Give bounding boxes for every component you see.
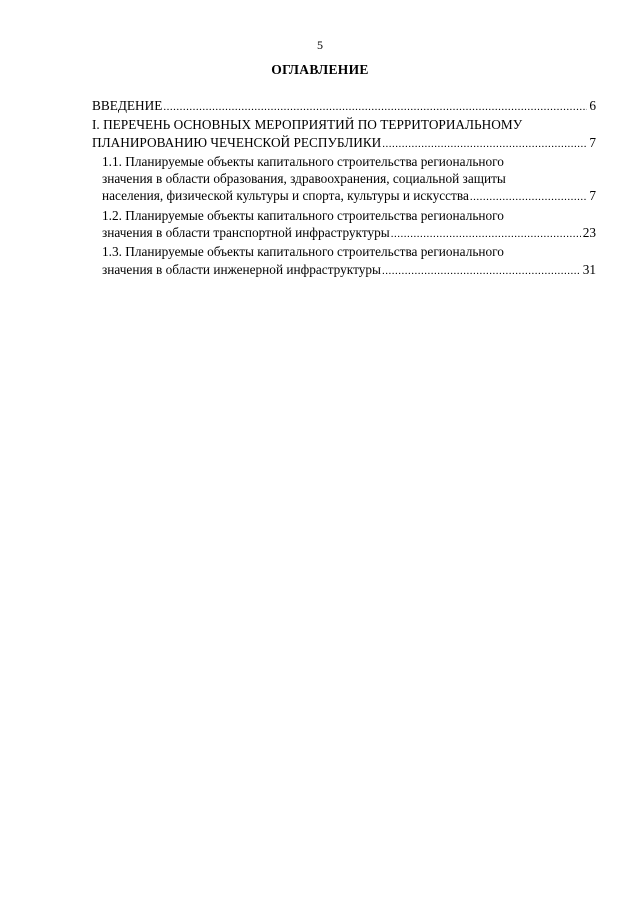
toc-entry-line bbox=[102, 187, 596, 206]
toc-entry-line: 1.3. Планируемые объекты капитального строительства регионального bbox=[102, 244, 504, 260]
toc-entry-subsection-1-1[interactable] bbox=[92, 153, 596, 207]
toc-page-number: 23 bbox=[582, 225, 596, 241]
toc-entry-line: 1.1. Планируемые объекты капитального строительства регионального bbox=[102, 153, 504, 169]
toc-entry-introduction[interactable] bbox=[92, 97, 596, 116]
toc-leader-dots bbox=[163, 99, 587, 116]
toc-entry-title: ВВЕДЕНИЕ bbox=[92, 98, 163, 113]
toc-entry-title: значения в области инженерной инфраструктуры bbox=[102, 261, 381, 277]
toc-page-number: 7 bbox=[589, 188, 596, 204]
toc-entry-line bbox=[102, 224, 596, 243]
toc-entry-title: ПЛАНИРОВАНИЮ ЧЕЧЕНСКОЙ РЕСПУБЛИКИ bbox=[92, 134, 382, 150]
toc-page-number: 7 bbox=[589, 134, 596, 150]
toc-entry-title: значения в области транспортной инфраструктуры bbox=[102, 225, 390, 241]
table-of-contents bbox=[92, 97, 596, 280]
toc-entry-line bbox=[92, 97, 596, 116]
toc-page-number: 31 bbox=[582, 261, 596, 277]
toc-leader-dots bbox=[470, 189, 587, 206]
toc-entry-section-1[interactable] bbox=[92, 116, 596, 153]
toc-entry-line bbox=[102, 261, 596, 280]
toc-leader-dots bbox=[391, 226, 581, 243]
toc-heading: ОГЛАВЛЕНИЕ bbox=[271, 62, 369, 77]
toc-entry-line: 1.2. Планируемые объекты капитального строительства регионального bbox=[102, 207, 504, 223]
toc-entry-subsection-1-2[interactable] bbox=[92, 207, 596, 244]
toc-entry-line: I. ПЕРЕЧЕНЬ ОСНОВНЫХ МЕРОПРИЯТИЙ ПО ТЕРРИТОРИАЛЬНОМУ bbox=[92, 117, 523, 133]
toc-entry-title: населения, физической культуры и спорта, культуры и искусства bbox=[102, 188, 469, 204]
toc-entry-line: значения в области образования, здравоохранения, социальной защиты bbox=[102, 171, 506, 187]
toc-page-number: 6 bbox=[589, 98, 596, 113]
toc-entry-line bbox=[92, 134, 596, 153]
toc-leader-dots bbox=[382, 263, 581, 280]
toc-leader-dots bbox=[382, 136, 587, 153]
page-number: 5 bbox=[317, 38, 323, 52]
toc-entry-subsection-1-3[interactable] bbox=[92, 243, 596, 280]
